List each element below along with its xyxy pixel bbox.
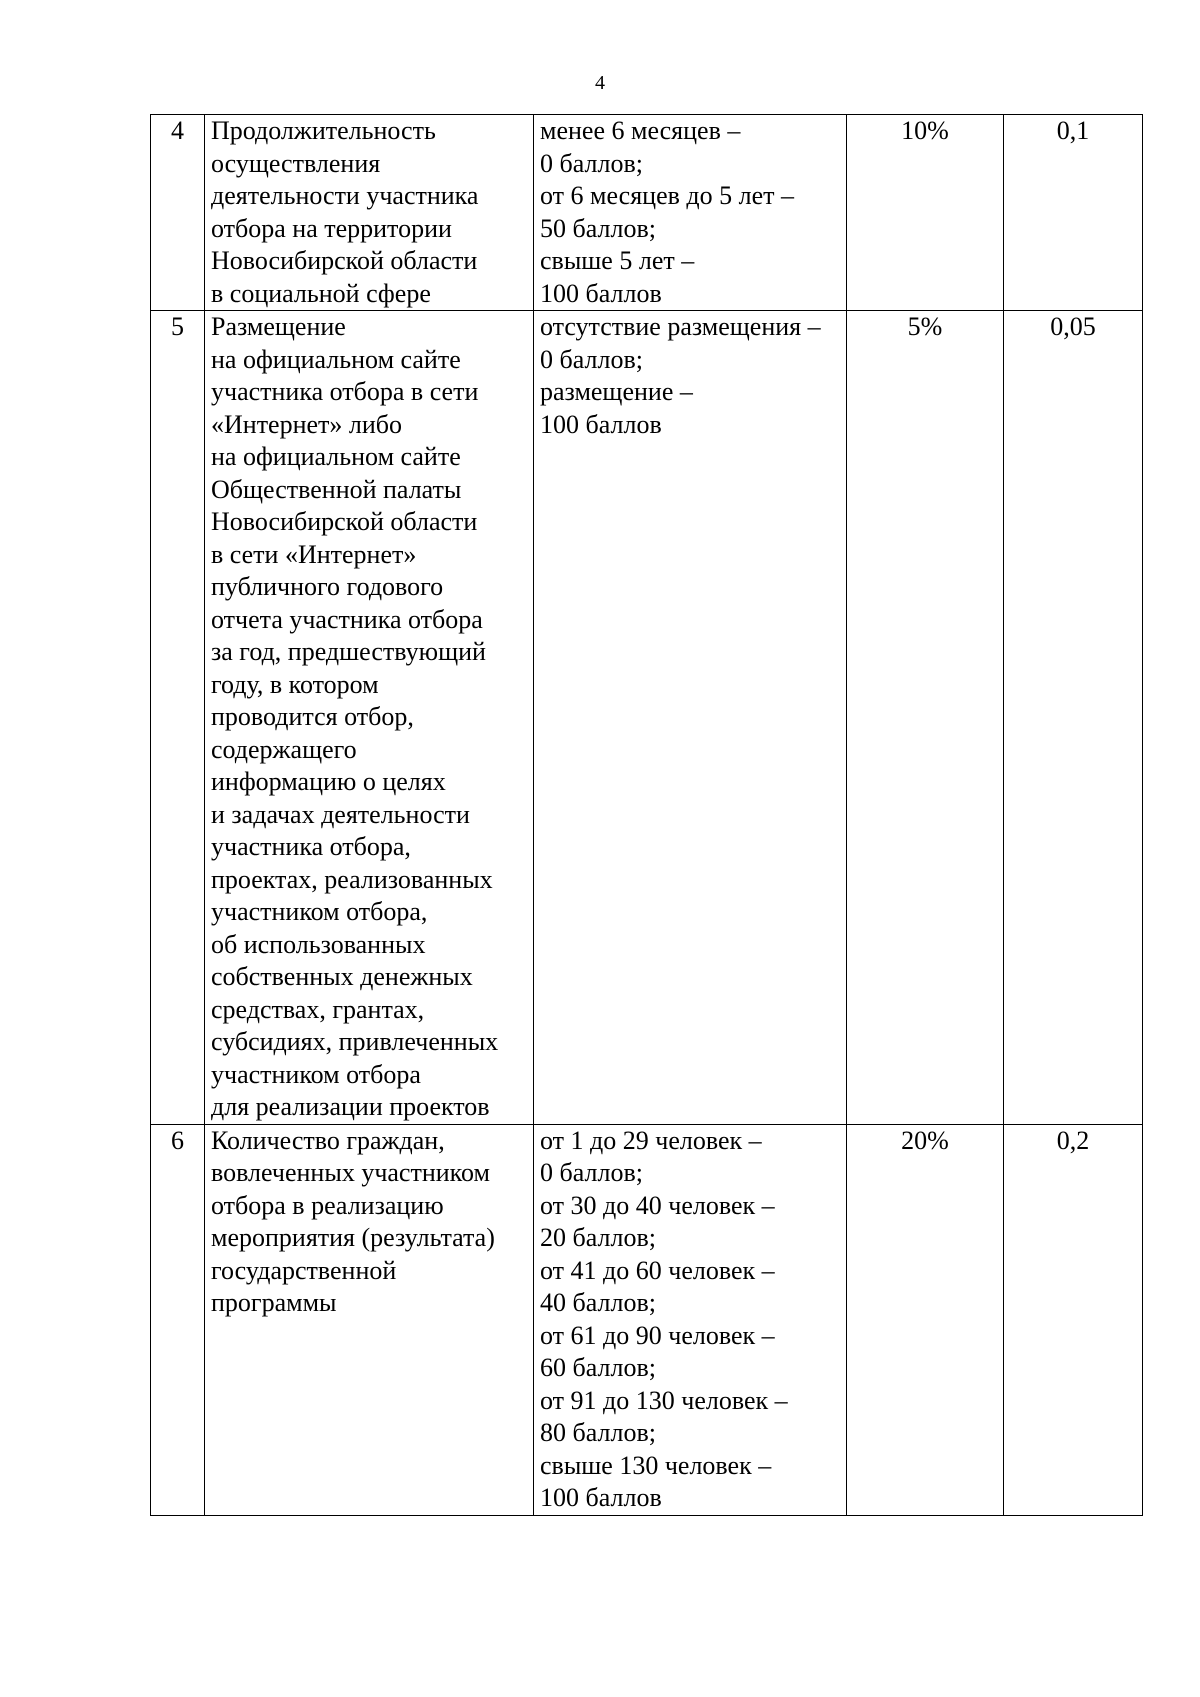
score-line: размещение – [540, 377, 693, 406]
row-number: 5 [151, 311, 205, 1125]
criterion-line: участником отбора, [211, 897, 428, 926]
score-line: 0 баллов; [540, 148, 643, 178]
weight-cell: 10% [847, 115, 1004, 311]
score-line: от 6 месяцев до 5 лет – [540, 181, 794, 210]
criterion-line: отбора на территории [211, 213, 452, 243]
coefficient-cell: 0,1 [1004, 115, 1143, 311]
criterion-line: отчета участника отбора [211, 604, 483, 634]
scores-cell [534, 115, 847, 311]
score-line: 0 баллов; [540, 1158, 643, 1187]
table-row [151, 311, 1143, 1125]
criterion-line: отбора в реализацию [211, 1190, 444, 1220]
criterion-line: проводится отбор, [211, 702, 414, 731]
weight-cell: 20% [847, 1124, 1004, 1515]
criterion-line: Размещение [211, 312, 346, 341]
score-line: от 91 до 130 человек – [540, 1385, 788, 1415]
score-line: от 61 до 90 человек – [540, 1320, 775, 1350]
criterion-line: средствах, грантах, [211, 994, 425, 1024]
score-line: от 41 до 60 человек – [540, 1255, 775, 1285]
score-line: 100 баллов [540, 1483, 662, 1512]
row-number: 6 [151, 1124, 205, 1515]
score-line: 80 баллов; [540, 1418, 656, 1447]
criterion-line: за год, предшествующий [211, 637, 486, 666]
criterion-line: Общественной палаты [211, 474, 462, 504]
score-line: 100 баллов [540, 409, 662, 439]
score-line: от 30 до 40 человек – [540, 1190, 775, 1220]
table-row [151, 1124, 1143, 1515]
criterion-line: мероприятия (результата) [211, 1223, 495, 1252]
criterion-line: публичного годового [211, 572, 444, 601]
score-line: 0 баллов; [540, 344, 643, 374]
score-line: 100 баллов [540, 278, 662, 308]
weight-cell: 5% [847, 311, 1004, 1125]
criterion-line: в социальной сфере [211, 278, 431, 308]
criterion-line: участника отбора в сети [211, 377, 479, 406]
criterion-line: проектах, реализованных [211, 864, 493, 894]
scores-cell [534, 1124, 847, 1515]
criterion-line: деятельности участника [211, 181, 479, 210]
score-line: 60 баллов; [540, 1353, 656, 1382]
criterion-line: Количество граждан, [211, 1125, 445, 1155]
criterion-line: Продолжительность [211, 116, 436, 145]
row-number: 4 [151, 115, 205, 311]
criteria-table [150, 114, 1143, 1516]
coefficient-cell: 0,2 [1004, 1124, 1143, 1515]
coefficient-cell: 0,05 [1004, 311, 1143, 1125]
criterion-line: программы [211, 1288, 337, 1317]
scores-cell [534, 311, 847, 1125]
criterion-cell [205, 115, 534, 311]
criterion-line: Новосибирской области [211, 507, 478, 536]
criterion-line: «Интернет» либо [211, 409, 403, 439]
score-line: менее 6 месяцев – [540, 116, 741, 145]
criterion-cell [205, 1124, 534, 1515]
criterion-line: и задачах деятельности [211, 799, 470, 829]
criterion-line: Новосибирской области [211, 246, 478, 275]
criterion-line: вовлеченных участником [211, 1158, 490, 1187]
criterion-line: осуществления [211, 148, 381, 178]
criterion-line: содержащего [211, 734, 357, 764]
score-line: свыше 130 человек – [540, 1450, 772, 1480]
score-line: свыше 5 лет – [540, 246, 695, 275]
criterion-line: на официальном сайте [211, 344, 461, 374]
score-line: 40 баллов; [540, 1288, 656, 1317]
criterion-line: году, в котором [211, 669, 379, 699]
criterion-line: информацию о целях [211, 767, 446, 796]
criterion-cell [205, 311, 534, 1125]
score-line: отсутствие размещения – [540, 312, 821, 341]
criterion-line: участника отбора, [211, 832, 411, 861]
criterion-line: на официальном сайте [211, 442, 461, 471]
criterion-line: для реализации проектов [211, 1092, 490, 1121]
criterion-line: собственных денежных [211, 962, 473, 991]
page-number: 4 [595, 72, 605, 94]
score-line: от 1 до 29 человек – [540, 1125, 762, 1155]
criterion-line: участником отбора [211, 1059, 421, 1089]
criterion-line: об использованных [211, 929, 426, 959]
score-line: 20 баллов; [540, 1223, 656, 1252]
score-line: 50 баллов; [540, 213, 656, 243]
criterion-line: в сети «Интернет» [211, 539, 417, 569]
criterion-line: субсидиях, привлеченных [211, 1027, 499, 1056]
criterion-line: государственной [211, 1255, 397, 1285]
table-row [151, 115, 1143, 311]
